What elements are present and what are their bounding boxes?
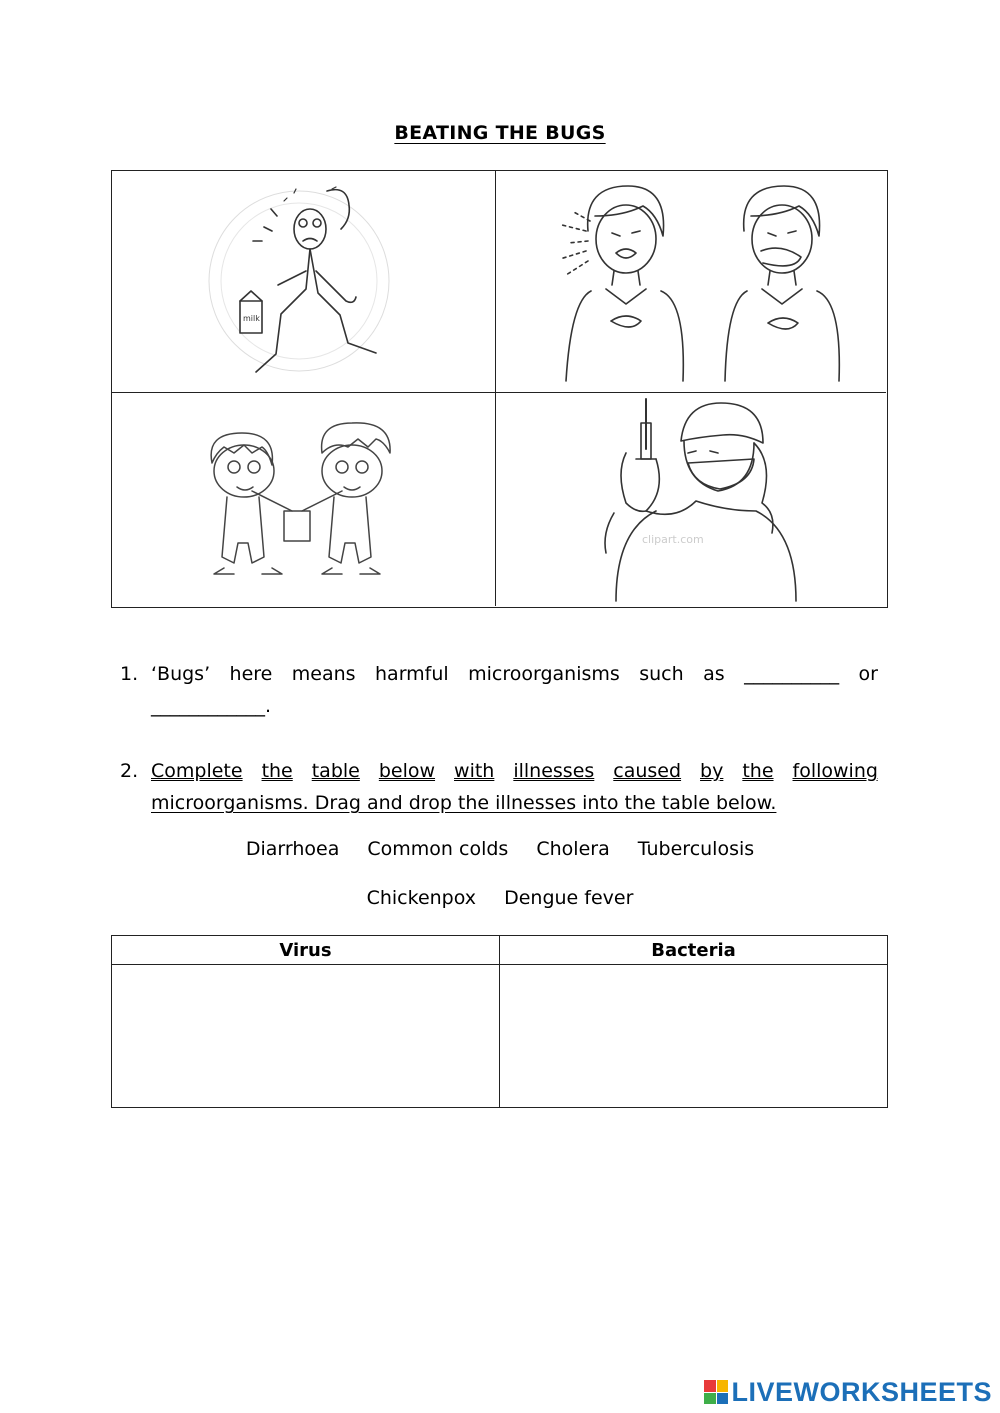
q2-word: with (454, 760, 495, 782)
q1-word: or (858, 663, 878, 685)
word-bank-row-1 (0, 838, 1000, 860)
logo-grid-icon (704, 1380, 728, 1404)
brand-name-part-1: LIVE (731, 1376, 794, 1407)
q2-word: below (378, 760, 436, 782)
kids-sharing-drink-icon (112, 393, 496, 606)
q1-word: harmful (375, 663, 449, 685)
draggable-illness-diarrhoea[interactable]: Diarrhoea (245, 838, 340, 860)
question-2-line-1 (151, 755, 878, 787)
picture-grid (111, 170, 888, 608)
classification-table (111, 935, 888, 1108)
q1-word: ‘Bugs’ (151, 663, 211, 685)
q2-word: following (792, 760, 878, 782)
person-sneezing-coughing-icon (496, 171, 886, 393)
brand-name-part-2: WORKSHEETS (793, 1376, 992, 1407)
draggable-illness-dengue-fever[interactable]: Dengue fever (504, 887, 634, 909)
picture-cell-2 (496, 171, 886, 393)
svg-text:milk: milk (243, 314, 260, 323)
draggable-illness-chickenpox[interactable]: Chickenpox (366, 887, 477, 909)
q2-word: Complete (151, 760, 243, 782)
q1-word: means (291, 663, 356, 685)
liveworksheets-logo (704, 1375, 992, 1409)
svg-text:clipart.com: clipart.com (642, 533, 704, 546)
question-1-line-1 (151, 658, 878, 690)
picture-cell-4 (496, 393, 886, 606)
q2-word: table (311, 760, 360, 782)
bacteria-drop-zone[interactable] (500, 965, 888, 1108)
virus-header: Virus (112, 936, 500, 965)
q1-word: such (639, 663, 684, 685)
answer-blank-2[interactable]: ____________. (151, 695, 272, 717)
q1-word: microorganisms (468, 663, 620, 685)
virus-drop-zone[interactable] (112, 965, 500, 1108)
picture-cell-3 (112, 393, 496, 606)
answer-blank-1[interactable]: __________ (744, 663, 840, 685)
bacteria-header: Bacteria (500, 936, 888, 965)
word-bank-row-2 (0, 887, 1000, 909)
worksheet-title: BEATING THE BUGS (394, 122, 606, 144)
draggable-illness-cholera[interactable]: Cholera (536, 838, 610, 860)
nurse-with-syringe-icon (496, 393, 886, 606)
question-number: 1. (120, 663, 139, 685)
q2-word: by (700, 760, 724, 782)
q2-word: caused (613, 760, 682, 782)
q2-word: the (261, 760, 293, 782)
q1-word: as (703, 663, 725, 685)
q2-word: illnesses (513, 760, 595, 782)
question-2-line-2: microorganisms. Drag and drop the illnesses into the table below. (151, 792, 777, 814)
q1-word: here (229, 663, 273, 685)
picture-cell-1 (112, 171, 496, 393)
draggable-illness-tuberculosis[interactable]: Tuberculosis (637, 838, 755, 860)
draggable-illness-common-colds[interactable]: Common colds (367, 838, 509, 860)
question-number: 2. (120, 760, 139, 782)
q2-word: the (742, 760, 774, 782)
person-with-stomach-ache-icon (112, 171, 496, 393)
